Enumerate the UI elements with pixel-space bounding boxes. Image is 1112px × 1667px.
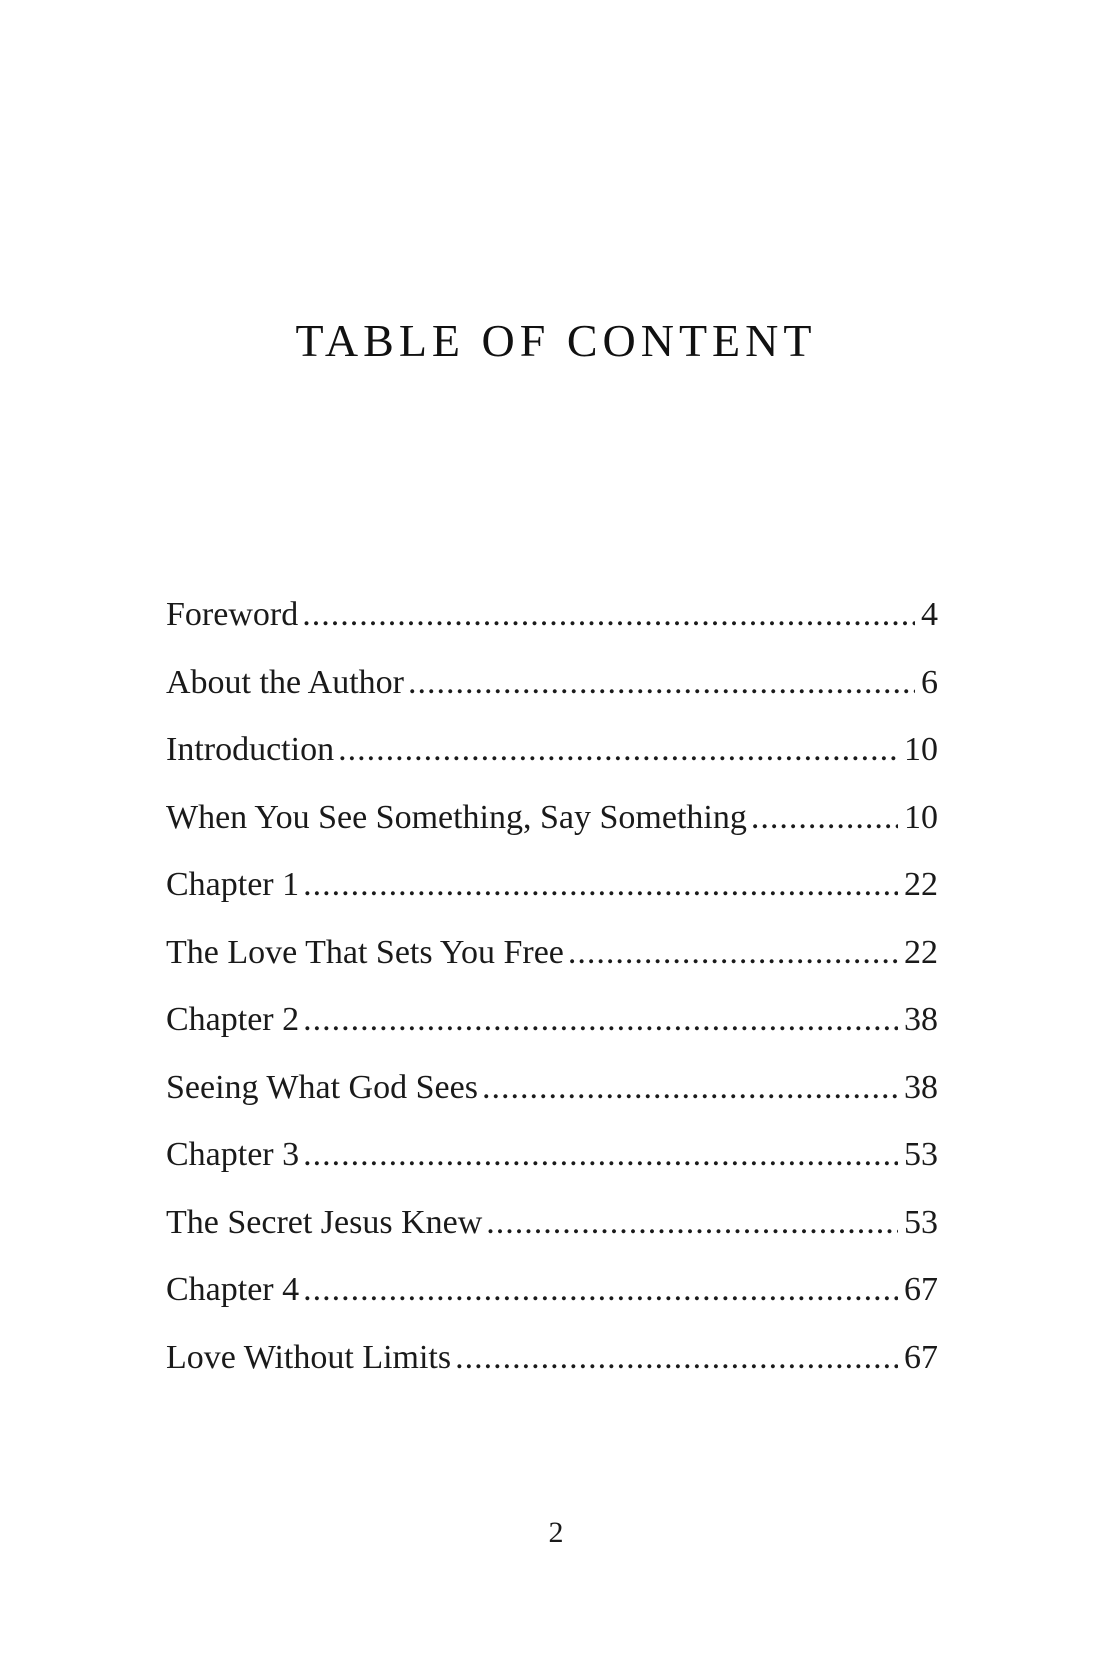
dot-leader — [751, 801, 898, 835]
dot-leader — [486, 1206, 898, 1240]
toc-entry-page: 4 — [921, 596, 938, 633]
dot-leader — [455, 1341, 898, 1375]
toc-entry-label: When You See Something, Say Something — [166, 798, 747, 836]
toc-entry-chapter-1[interactable] — [166, 868, 938, 936]
toc-entry-label: About the Author — [166, 663, 404, 701]
toc-entry-the-love-that-sets-you-free[interactable] — [166, 933, 938, 1004]
toc-entry-label: Introduction — [166, 731, 335, 768]
toc-entry-label: Chapter 3 — [166, 1136, 300, 1173]
toc-entry-when-you-see-something[interactable] — [166, 798, 938, 869]
dot-leader — [568, 936, 898, 970]
toc-entry-introduction[interactable] — [166, 733, 938, 801]
toc-entry-page: 67 — [904, 1271, 938, 1308]
toc-entry-foreword[interactable] — [166, 598, 938, 666]
toc-entry-page: 53 — [904, 1136, 938, 1173]
dot-leader — [303, 1273, 898, 1307]
toc-entry-chapter-4[interactable] — [166, 1273, 938, 1341]
toc-entry-page: 67 — [904, 1338, 938, 1376]
toc-entry-label: The Secret Jesus Knew — [166, 1203, 483, 1241]
toc-entry-the-secret-jesus-knew[interactable] — [166, 1203, 938, 1274]
toc-entry-page: 10 — [904, 731, 938, 768]
toc-entry-label: Chapter 2 — [166, 1001, 300, 1038]
toc-entry-about-the-author[interactable] — [166, 663, 938, 734]
dot-leader — [482, 1071, 898, 1105]
dot-leader — [303, 1138, 898, 1172]
toc-entry-page: 22 — [904, 866, 938, 903]
table-of-contents — [166, 598, 938, 1408]
page-title: TABLE OF CONTENT — [295, 315, 817, 366]
dot-leader — [303, 868, 898, 902]
toc-entry-label: Chapter 4 — [166, 1271, 300, 1308]
toc-entry-page: 53 — [904, 1203, 938, 1241]
dot-leader — [408, 666, 915, 700]
dot-leader — [302, 598, 915, 632]
toc-entry-label: Seeing What God Sees — [166, 1068, 478, 1106]
toc-entry-label: Love Without Limits — [166, 1338, 452, 1376]
toc-entry-page: 22 — [904, 933, 938, 971]
toc-entry-chapter-3[interactable] — [166, 1138, 938, 1206]
page-number: 2 — [548, 1516, 564, 1549]
toc-entry-chapter-2[interactable] — [166, 1003, 938, 1071]
dot-leader — [338, 733, 898, 767]
toc-entry-page: 38 — [904, 1001, 938, 1038]
toc-entry-label: Foreword — [166, 596, 299, 633]
toc-entry-page: 38 — [904, 1068, 938, 1106]
dot-leader — [303, 1003, 898, 1037]
toc-entry-label: Chapter 1 — [166, 866, 300, 903]
toc-entry-label: The Love That Sets You Free — [166, 933, 564, 971]
toc-entry-seeing-what-god-sees[interactable] — [166, 1068, 938, 1139]
toc-entry-love-without-limits[interactable] — [166, 1338, 938, 1409]
toc-entry-page: 10 — [904, 798, 938, 836]
toc-entry-page: 6 — [921, 663, 938, 701]
